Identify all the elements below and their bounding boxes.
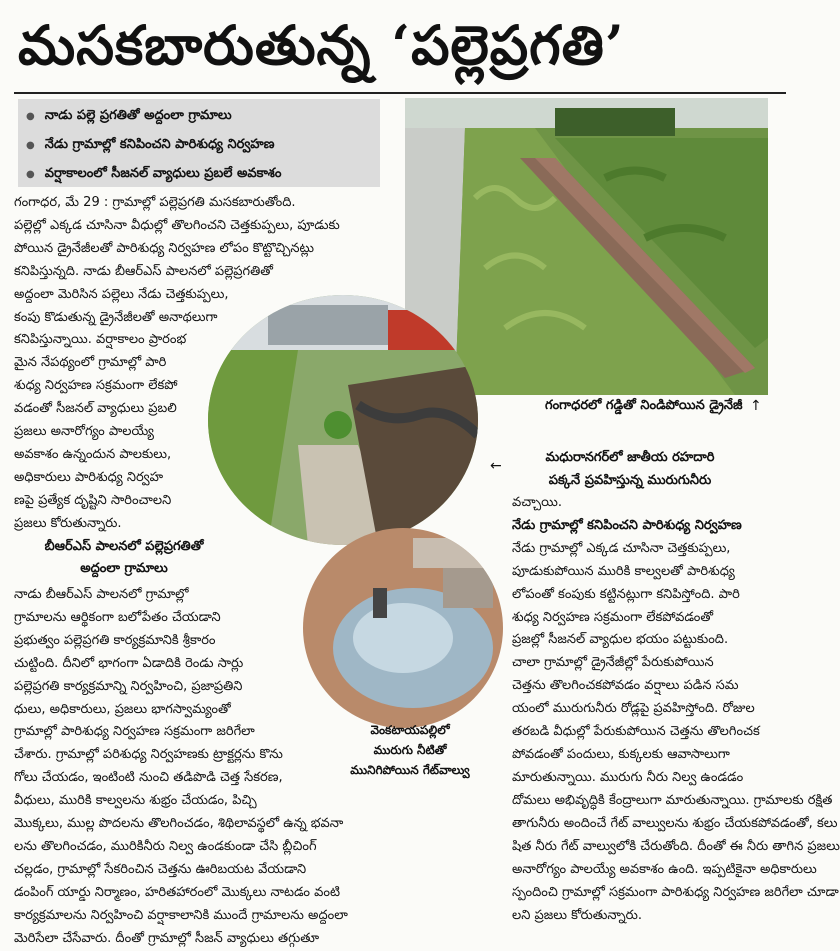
headline-rule [14,92,786,94]
caption-photo2-line: పక్కనే ప్రవహిస్తున్న మురుగునీరు [548,473,712,488]
subheading-left [14,536,234,580]
text-line: ప్రజలు అనారోగ్యం పాలయ్యే [14,424,154,440]
text-line: చేశారు. గ్రామాల్లో పరిశుధ్య నిర్వహణకు ట్రాక్టర్లను కొను [14,747,283,763]
headline: మసకబారుతున్న ‘పల్లెప్రగతి’ [18,13,625,77]
text-line: మెరిసేలా చేసేవారు. దీంతో గ్రామాల్లో సీజన్ వ్యాధులు తగ్గుతూ [14,930,320,946]
text-line: వీధులు, మురికి కాల్వలను శుభ్రం చేయడం, పిచ్చి [14,793,257,809]
subheading-right: నేడు గ్రామాల్లో కనిపించని పారిశుధ్య నిర్వహణ [512,517,742,533]
text-line: పూడుకుపోయిన మురికి కాల్వలతో పారిశుధ్య [512,563,735,579]
text-line: లోపంతో కంపుకు కట్టినట్లుగా కనిపిస్తోంది. పారి [512,586,740,602]
text-line: దోమలు అభివృద్ధికి కేంద్రాలుగా మారుతున్నాయి. గ్రామాలకు రక్షిత [512,793,833,808]
highlight-item: ● నాడు పల్లె ప్రగతితో అద్దంలా గ్రామాలు [26,102,372,131]
text-line: పోవడంతో పందులు, కుక్కలకు ఆవాసాలుగా [512,746,730,762]
text-line: నేడు గ్రామాల్లో ఎక్కడ చూసినా చెత్తకుప్పలు, [512,540,731,556]
article-right-bottom [512,790,840,927]
text-line: షిత నీరు గేట్ వాల్వులోకి చేరుతోంది. దీంతో ఈ నీరు తాగిన ప్రజలు [512,838,840,854]
article-left-bottom [14,584,519,951]
text-line: మైన నేపథ్యంలో గ్రామాల్లో పారి [14,355,167,371]
text-line: వచ్చాయి. [512,495,562,510]
text-line: లను తొలగించడం, మురికినీరు నిల్వ ఉండకుండా చేసి బ్లీచింగ్ [14,838,317,854]
text-line: గ్రామాలను ఆర్థికంగా బలోపేతం చేయడాని [14,609,221,625]
caption-photo2-line: మధురానగర్‌లో జాతీయ రహదారి [545,450,715,465]
text-line: అవకాశం ఉన్నందున పాలకులు, [14,446,172,462]
arrow-up-icon: ↑ [750,398,762,414]
text-line: అనారోగ్యం పాలయ్యే అవకాశం ఉంది. ఇప్పటికైనా అధికారులు [512,861,817,877]
text-line: తరబడి వీధుల్లో పేరుకుపోయిన చెత్తను తొలగించక [512,724,760,740]
highlight-item: ● వర్షాకాలంలో సీజనల్ వ్యాధులు ప్రబలే అవకాశం [26,160,372,189]
highlight-item: ● నేడు గ్రామాల్లో కనిపించని పారిశుధ్య నిర్వహణ [26,131,372,160]
text-line: చెత్తను తొలగించకపోవడం వర్షాలు పడిన సమ [512,678,739,694]
caption-photo2 [505,446,755,492]
text-line: చుట్టింది. దీనిలో భాగంగా ఏడాదికి రెండు సార్లు [14,655,244,671]
text-line: ప్రజల్లో సీజనల్ వ్యాధుల భయం పట్టుకుంది. [512,632,729,648]
text-line: నాడు బీఆర్ఎస్ పాలనలో గ్రామాల్లో [14,587,189,602]
text-line: పల్లెల్లో ఎక్కడ చూసినా వీధుల్లో తొలగించని చెత్తకుప్పలు, పూడుకు [14,217,340,233]
text-line: చల్లడం, గ్రామాల్లో సేకరించిన చెత్తను ఊరిబయట వేయడాని [14,861,307,877]
text-line: కంపు కొడుతున్న డ్రైనేజీలతో అనాథలుగా [14,309,218,325]
text-line: యంలో మురుగునీరు రోడ్లపై ప్రవహిస్తోంది. రోజుల [512,701,755,717]
text-line: వడంతో సీజనల్ వ్యాధులు ప్రబలి [14,401,177,417]
text-line: మారుతున్నాయి. మురుగు నీరు నిల్వ ఉండడం [512,769,744,785]
article-right [512,492,790,790]
text-line: శుధ్య నిర్వహణ సక్రమంగా లేకపో [14,378,178,394]
text-line: అధికారులు పారిశుధ్య నిర్వహ [14,469,164,485]
article-left-top [14,192,406,536]
text-line: గంగాధర, మే 29 : గ్రామాల్లో పల్లెప్రగతి మసకబారుతోంది. [14,195,296,210]
text-line: శుధ్య నిర్వహణ సక్రమంగా లేకపోవడంతో [512,609,714,625]
caption-photo3-line: మురుగు నీటితో [373,743,447,757]
text-line: తాగునీరు అందించే గేట్ వాల్వులను శుభ్రం చేయకపోవడంతో, కలు [512,815,838,831]
text-line: ణపై ప్రత్యేక దృష్టిని సారించాలని [14,492,172,508]
subheading-line: అద్దంలా గ్రామాలు [80,561,168,576]
text-line: ప్రభుత్వం పల్లెప్రగతి కార్యక్రమానికి శ్రీకారం [14,632,216,648]
caption-photo3-line: వెంకటాయపల్లిలో [370,723,450,737]
text-line: ధులు, అధికారులు, ప్రజలు భాగస్వామ్యంతో [14,701,231,717]
text-line: కనిపిస్తున్నది. నాడు బీఆర్ఎస్ పాలనలో పల్లెప్రగతితో [14,263,273,279]
highlights-box [18,99,380,187]
arrow-left-icon: ← [490,458,502,474]
text-line: మొక్కలు, ముల్ల పొదలను తొలగించడం, శిథిలావస్థలో ఉన్న భవనా [14,816,344,832]
text-line: లని ప్రజలు కోరుతున్నారు. [512,907,643,923]
text-line: కార్యక్రమాలను నిర్వహించి వర్షాకాలానికి ముందే గ్రామాలను అద్దంలా [14,907,348,923]
text-line: గ్రామాల్లో పారిశుధ్య నిర్వహణ సక్రమంగా జరిగేలా [14,724,255,740]
text-line: స్పందించి గ్రామాల్లో సక్రమంగా పారిశుధ్య నిర్వహణ జరిగేలా చూడా [512,884,839,900]
text-line: అద్దంలా మెరిసిన పల్లెలు నేడు చెత్తకుప్పలు, [14,286,229,302]
text-line: పోయిన డ్రైనేజీలతో పారిశుధ్య నిర్వహణ లోపం కొట్టొచ్చినట్లు [14,240,315,256]
text-line: కనిపిస్తున్నాయి. వర్షాకాలం ప్రారంభ [14,332,187,348]
caption-photo1: గంగాధరలో గడ్డితో నిండిపోయిన డ్రైనేజీ [545,398,743,413]
text-line: చాలా గ్రామాల్లో డ్రైనేజీల్లో పేరుకుపోయిన [512,655,714,671]
text-line: డంపింగ్ యార్డు నిర్మాణం, హరితహారంలో మొక్కలు నాటడం వంటి [14,884,341,900]
text-line: ప్రజలు కోరుతున్నారు. [14,515,122,531]
text-line: గోలు చేయడం, ఇంటింటి నుంచి తడిపొడి చెత్త సేకరణ, [14,770,283,786]
text-line: పల్లెప్రగతి కార్యక్రమాన్ని నిర్వహించి, ప్రజాప్రతిని [14,678,243,694]
subheading-line: బీఆర్ఎస్ పాలనలో పల్లెప్రగతితో [44,539,204,554]
caption-photo3-line: మునిగిపోయిన గేట్‌వాల్వు [350,763,470,777]
